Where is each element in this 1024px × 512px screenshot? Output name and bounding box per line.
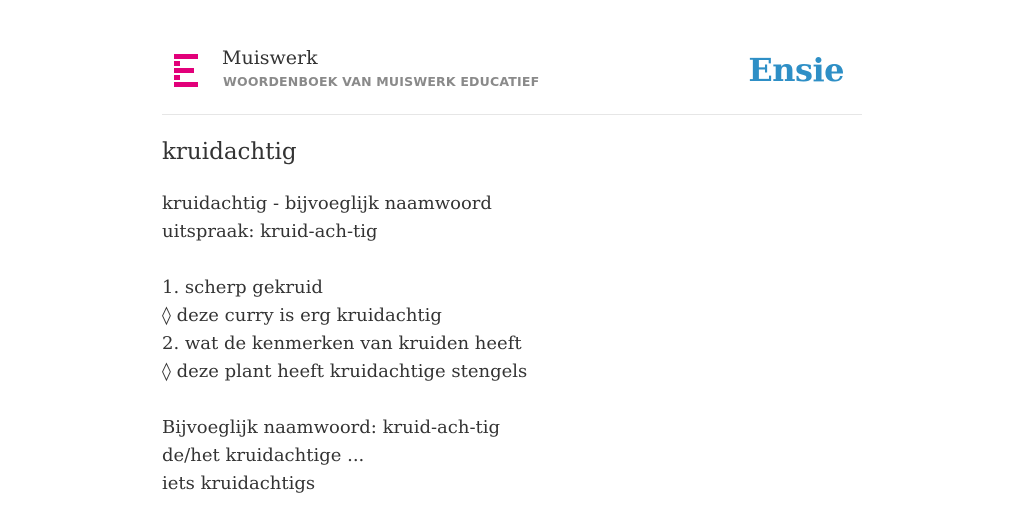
sense-1-definition: 1. scherp gekruid — [162, 277, 323, 298]
definition-body — [162, 190, 862, 498]
sense-2-example: ◊ deze plant heeft kruidachtige stengels — [162, 361, 528, 382]
pronunciation-line: uitspraak: kruid-ach-tig — [162, 221, 378, 242]
muiswerk-logo-icon[interactable] — [172, 54, 200, 88]
sense-1-example: ◊ deze curry is erg kruidachtig — [162, 305, 442, 326]
form-line: Bijvoeglijk naamwoord: kruid-ach-tig — [162, 417, 501, 438]
ensie-logo-link[interactable]: Ensie — [748, 51, 844, 89]
site-header — [162, 40, 862, 115]
form-line: iets kruidachtigs — [162, 473, 316, 494]
form-line: de/het kruidachtige ... — [162, 445, 365, 466]
word-class-line: kruidachtig - bijvoeglijk naamwoord — [162, 193, 492, 214]
sense-2-definition: 2. wat de kenmerken van kruiden heeft — [162, 333, 522, 354]
source-name[interactable]: Muiswerk — [222, 47, 318, 69]
page-title: kruidachtig — [162, 139, 297, 165]
spacer — [162, 246, 862, 274]
source-subtitle: WOORDENBOEK VAN MUISWERK EDUCATIEF — [223, 74, 540, 89]
spacer — [162, 386, 862, 414]
